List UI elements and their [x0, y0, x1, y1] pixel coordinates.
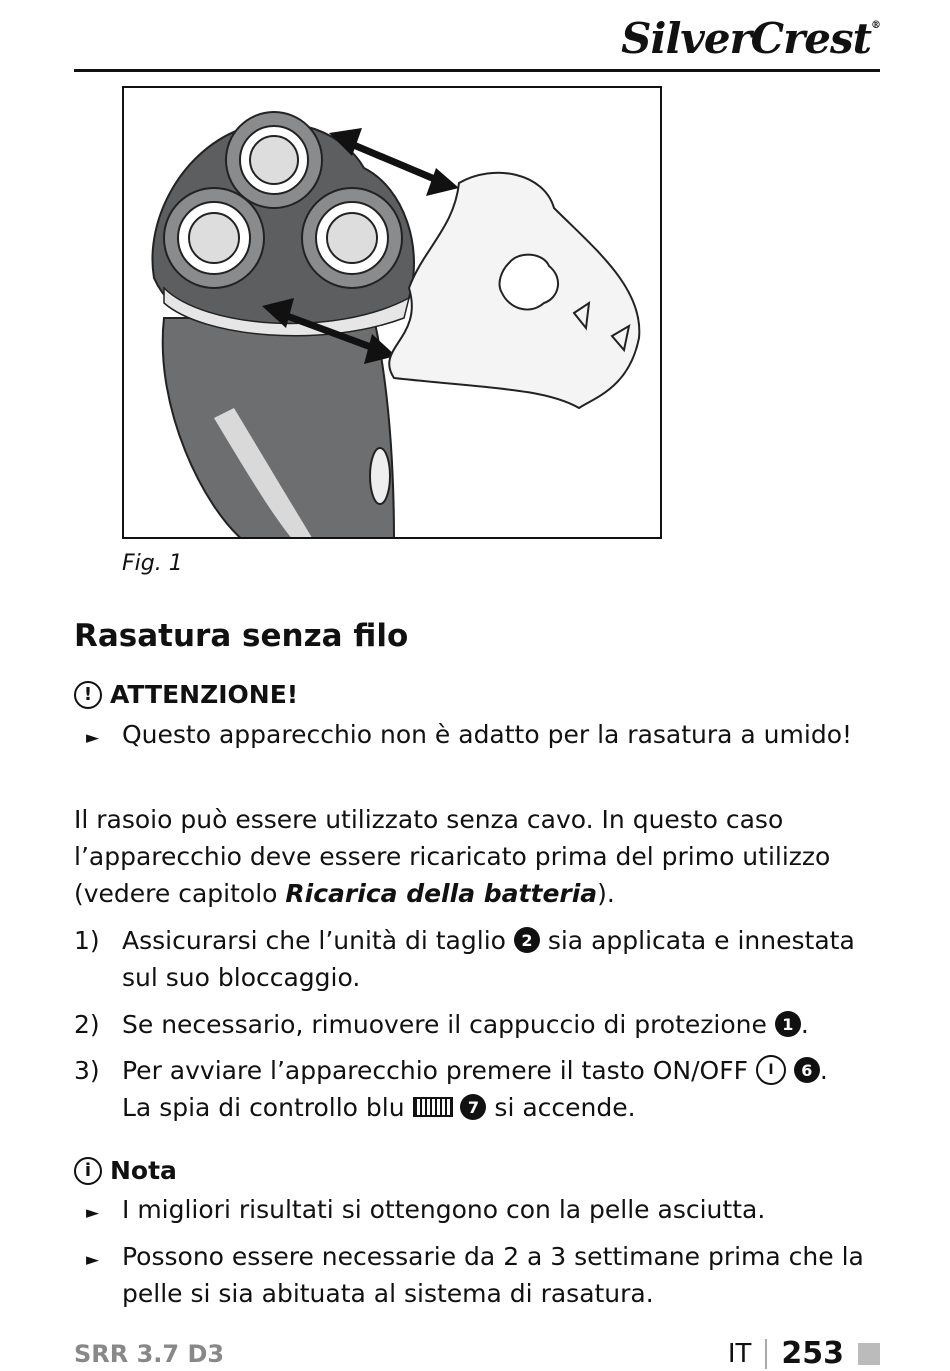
section-title: Rasatura senza filo [74, 618, 409, 654]
step-number: 3) [74, 1056, 100, 1085]
warning-bullet: Questo apparecchio non è adatto per la rasatura a umido! [122, 720, 853, 749]
bullet-arrow-icon: ► [86, 1203, 100, 1223]
warning-heading-text: ATTENZIONE! [110, 680, 299, 709]
power-button-icon: I [756, 1055, 786, 1085]
note-bullet: I migliori risultati si ottengono con la pelle asciutta. [122, 1195, 766, 1224]
note-bullet: Possono essere necessarie da 2 a 3 settimane prima che la pelle si sia abituata al sistema di rasatura. [122, 1242, 864, 1308]
warning-heading [74, 680, 298, 709]
info-circle-icon: i [74, 1157, 102, 1185]
figure-shaver-illustration [122, 86, 662, 539]
model-number: SRR 3.7 D3 [74, 1340, 225, 1368]
battery-indicator-icon [413, 1097, 453, 1117]
header-rule [74, 69, 880, 72]
page-footer [728, 1336, 880, 1371]
page-number: 253 [781, 1336, 844, 1371]
shaver-drawing [124, 88, 662, 539]
ref-badge: 7 [460, 1094, 486, 1120]
step-1-text: Assicurarsi che l’unità di taglio 2 sia applicata e innestata sul suo bloccaggio. [122, 926, 855, 992]
language-code: IT [727, 1338, 752, 1369]
figure-caption: Fig. 1 [122, 551, 183, 576]
note-heading-text: Nota [110, 1156, 177, 1185]
note-heading [74, 1156, 177, 1185]
bullet-arrow-icon: ► [86, 728, 100, 748]
ref-badge: 2 [514, 927, 540, 953]
exclamation-circle-icon: ! [74, 681, 102, 709]
ref-badge: 1 [775, 1011, 801, 1037]
step-2-text: Se necessario, rimuovere il cappuccio di protezione 1 . [122, 1010, 809, 1039]
footer-divider [765, 1339, 767, 1369]
step-number: 2) [74, 1010, 100, 1039]
brand-logo: SilverCrest® [621, 14, 880, 63]
ref-badge: 6 [794, 1057, 820, 1083]
step-number: 1) [74, 926, 100, 955]
intro-paragraph: Il rasoio può essere utilizzato senza cavo. In questo caso l’apparecchio deve essere ricaricato prima del primo utilizzo (vedere capitolo Ricarica della batteria). [74, 805, 831, 908]
chapter-reference: Ricarica della batteria [285, 879, 598, 908]
step-3-text: Per avviare l’apparecchio premere il tasto ON/OFF I 6 . La spia di controllo blu 7 si accende. [122, 1056, 828, 1122]
bullet-arrow-icon: ► [86, 1250, 100, 1270]
page-marker [858, 1343, 880, 1365]
